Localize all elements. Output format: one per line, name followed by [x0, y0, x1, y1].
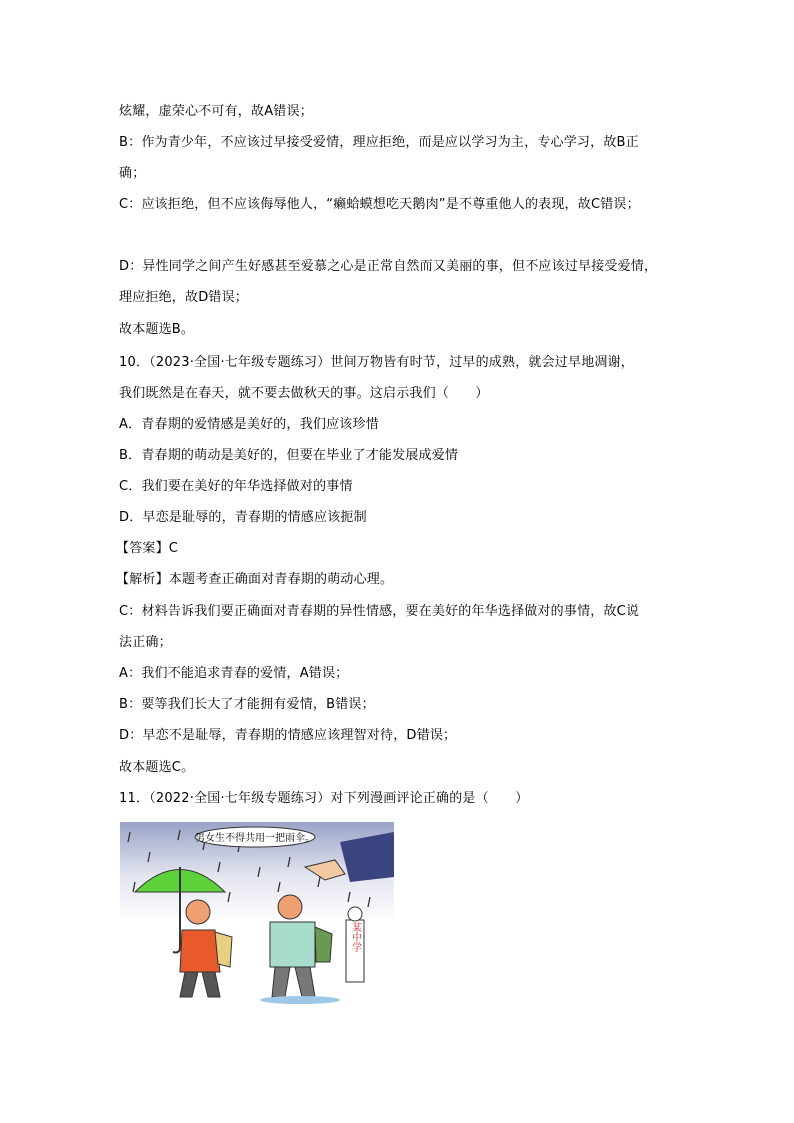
- text-line: B：作为青少年，不应该过早接受爱情，理应拒绝，而是应以学习为主，专心学习，故B正: [119, 135, 639, 150]
- text-line: 故本题选B。: [119, 322, 195, 337]
- question-11-stem: 11．（2022·全国·七年级专题练习）对下列漫画评论正确的是（ ）: [119, 791, 529, 806]
- question-10-stem: 10．（2023·全国·七年级专题练习）世间万物皆有时节，过早的成熟，就会过早地凋谢，: [119, 355, 634, 370]
- text-line: A：我们不能追求青春的爱情，A错误；: [119, 666, 349, 681]
- option-c: C．我们要在美好的年华选择做对的事情: [119, 479, 353, 494]
- school-sign-text: 某中学: [349, 922, 361, 952]
- text-line: 故本题选C。: [119, 760, 195, 775]
- text-line: D：早恋不是耻辱，青春期的情感应该理智对待，D错误；: [119, 728, 457, 743]
- question-10-stem: 我们既然是在春天，就不要去做秋天的事。这启示我们（ ）: [119, 386, 489, 401]
- option-d: D．早恋是耻辱的，青春期的情感应该扼制: [119, 510, 367, 525]
- text-line: 炫耀，虚荣心不可有，故A错误；: [119, 104, 313, 119]
- text-line: D：异性同学之间产生好感甚至爱慕之心是正常自然而又美丽的事，但不应该过早接受爱情，: [119, 259, 658, 274]
- answer: 【答案】C: [116, 541, 179, 556]
- speech-bubble-text: 男女生不得共用一把雨伞。: [195, 833, 315, 844]
- option-a: A．青春期的爱情感是美好的，我们应该珍惜: [119, 417, 379, 432]
- text-line: C：应该拒绝，但不应该侮辱他人，“癞蛤蟆想吃天鹅肉”是不尊重他人的表现，故C错误；: [119, 197, 640, 212]
- cartoon-illustration: [120, 822, 394, 1004]
- text-line: 理应拒绝，故D错误；: [119, 290, 249, 305]
- text-line: B：要等我们长大了才能拥有爱情，B错误；: [119, 697, 375, 712]
- text-line: C：材料告诉我们要正确面对青春期的异性情感，要在美好的年华选择做对的事情，故C说: [119, 604, 640, 619]
- option-b: B．青春期的萌动是美好的，但要在毕业了才能发展成爱情: [119, 448, 459, 463]
- analysis: 【解析】本题考查正确面对青春期的萌动心理。: [116, 572, 394, 587]
- text-line: 法正确；: [119, 635, 172, 650]
- text-line: 确；: [119, 166, 146, 181]
